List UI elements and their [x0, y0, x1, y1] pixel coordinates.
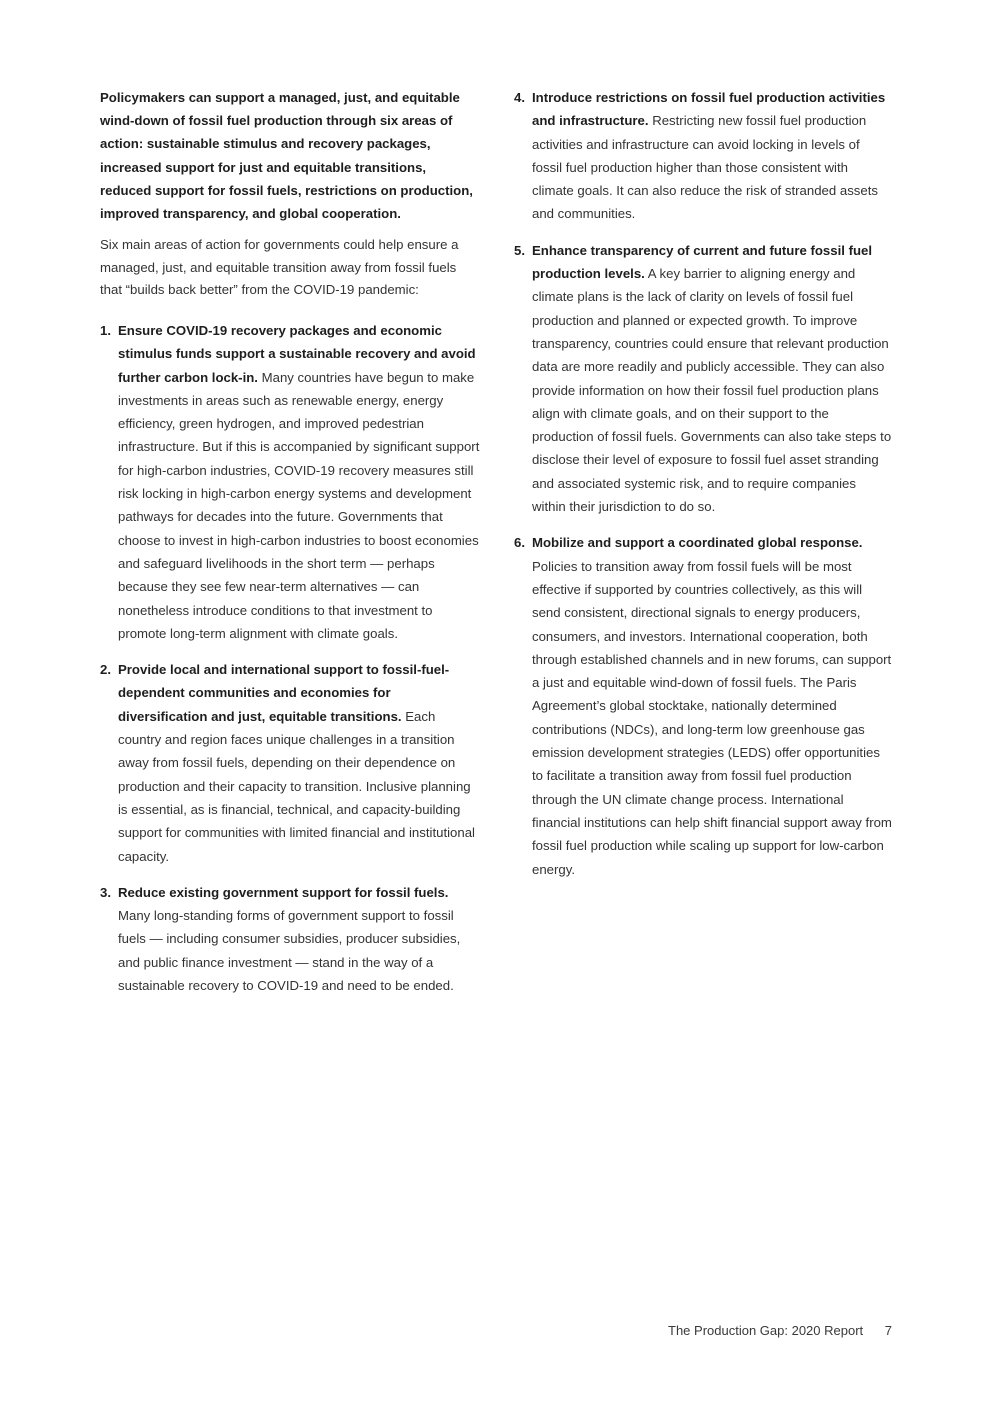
item-body: Many countries have begun to make investments in areas such as renewable energy, energy efficiency, green hydrogen, and improved pedestrian infrastructure. But if this is accompanied by significant support for high-carbon industries, COVID-19 recovery measures still risk locking in high-carbon energy systems and development pathways for decades into the future. Governments that choose to invest in high-carbon industries to boost economies and safeguard livelihoods in the short term — perhaps because they see few near-term alternatives — can nonetheless introduce conditions to that investment to promote long-term alignment with climate goals. [118, 369, 480, 641]
item-number: 5. [514, 242, 525, 258]
item-heading: Introduce restrictions on fossil fuel production activities and infrastructure. [532, 90, 886, 129]
item-number: 1. [100, 323, 111, 338]
item-body: Restricting new fossil fuel production activities and infrastructure can avoid locking in levels of fossil fuel production higher than those consistent with climate goals. It can also reduce the risk of stranded assets and communities. [532, 113, 878, 222]
action-list-left [100, 319, 480, 997]
list-item [100, 658, 480, 868]
item-heading: Reduce existing government support for fossil fuels. [118, 884, 449, 900]
item-body: A key barrier to aligning energy and climate plans is the lack of clarity on levels of fossil fuel production and planned or expected growth. To improve transparency, countries could ensure that relevant production data are more readily and publicly accessible. They can also provide information on how their fossil fuel production plans align with climate goals, and on their support to the production of fossil fuels. Governments can also take steps to disclose their level of exposure to fossil fuel asset stranding and associated systemic risk, and to require companies within their jurisdiction to do so. [532, 266, 892, 515]
page-number: 7 [884, 1323, 892, 1338]
action-list-right [514, 86, 892, 881]
item-number: 6. [514, 535, 525, 551]
left-column [100, 86, 480, 1010]
item-number: 3. [100, 884, 111, 900]
item-heading: Ensure COVID-19 recovery packages and economic stimulus funds support a sustainable recovery and avoid further carbon lock-in. [118, 323, 476, 385]
item-heading: Mobilize and support a coordinated global response. [532, 535, 863, 551]
item-number: 4. [514, 90, 525, 105]
item-body: Many long-standing forms of government support to fossil fuels — including consumer subsidies, producer subsidies, and public finance investment — stand in the way of a sustainable recovery to COVID-19 and need to be ended. [118, 908, 461, 994]
item-body: Each country and region faces unique challenges in a transition away from fossil fuels, depending on their dependence on production and their capacity to transition. Inclusive planning is essential, as is financial, technical, and capacity-building support for communities with limited financial and institutional capacity. [118, 708, 475, 864]
page-footer [600, 1323, 892, 1338]
item-body: Policies to transition away from fossil fuels will be most effective if supported by countries collectively, as this will send consistent, directional signals to energy producers, consumers, and investors. International cooperation, both through established channels and in new forums, can support a just and equitable wind-down of fossil fuels. The Paris Agreement’s global stocktake, nationally determined contributions (NDCs), and long-term low greenhouse gas emission development strategies (LEDS) offer opportunities to facilitate a transition away from fossil fuel production through the UN climate change process. International financial institutions can help shift financial support away from fossil fuel production while scaling up support for low-carbon energy. [532, 558, 892, 877]
report-title: The Production Gap: 2020 Report [668, 1323, 864, 1338]
item-heading: Enhance transparency of current and future fossil fuel production levels. [532, 242, 873, 282]
list-item [514, 86, 892, 226]
item-number: 2. [100, 662, 111, 678]
list-item [100, 881, 480, 997]
list-item [514, 531, 892, 880]
list-item [514, 239, 892, 519]
list-item [100, 319, 480, 645]
right-column [514, 86, 892, 894]
item-heading: Provide local and international support to fossil-fuel-dependent communities and economies for diversification and just, equitable transitions. [118, 662, 450, 724]
lead-paragraph: Policymakers can support a managed, just, and equitable wind-down of fossil fuel production through six areas of action: sustainable stimulus and recovery packages, increased support for just and equitable transitions, reduced support for fossil fuels, restrictions on production, improved transparency, and global cooperation. [100, 90, 473, 222]
intro-paragraph: Six main areas of action for governments could help ensure a managed, just, and equitable transition away from fossil fuels that “builds back better” from the COVID-19 pandemic: [100, 237, 459, 298]
